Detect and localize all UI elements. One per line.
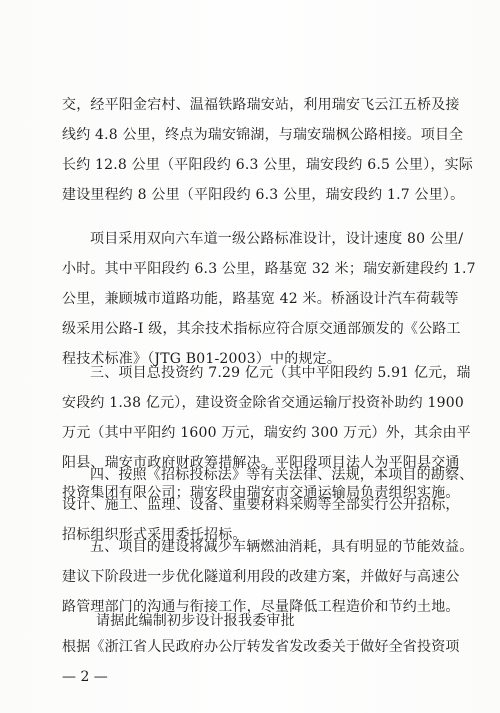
text-line: 招标组织形式采用委托招标。 xyxy=(62,527,247,543)
text-line: 小时。其中平阳段约 6.3 公里，路基宽 32 米；瑞安新建段约 1.7 xyxy=(62,261,476,277)
text-line: 万元（其中平阳约 1600 万元，瑞安约 300 万元）外，其余由平 xyxy=(62,425,471,441)
text-line: 线约 4.8 公里，终点为瑞安锦湖，与瑞安瑞枫公路相接。项目全 xyxy=(62,127,464,143)
basis-line: 根据《浙江省人民政府办公厅转发省发改委关于做好全省投资项 xyxy=(62,639,460,655)
text-line: 程技术标准》（JTG B01-2003）中的规定。 xyxy=(62,351,342,367)
text-line: 交，经平阳金宕村、温福铁路瑞安站，利用瑞安飞云江五桥及接 xyxy=(62,97,460,113)
text-line: 三、项目总投资约 7.29 亿元（其中平阳段约 5.91 亿元，瑞 xyxy=(90,365,471,381)
text-line: 四、按照《招标投标法》等有关法律、法规，本项目的勘察、 xyxy=(90,467,474,483)
text-line: 建设里程约 8 公里（平阳段约 6.3 公里，瑞安段约 1.7 公里）。 xyxy=(62,187,465,203)
paragraph-route xyxy=(62,90,474,210)
text-line: 长约 12.8 公里（平阳段约 6.3 公里，瑞安段约 6.5 公里），实际 xyxy=(62,157,474,173)
text-line: 五、项目的建设将减少车辆燃油消耗，具有明显的节能效益。 xyxy=(90,539,474,555)
text-line: 投资集团有限公司；瑞安段由瑞安市交通运输局负责组织实施。 xyxy=(62,485,460,501)
text-line: 路管理部门的沟通与衔接工作，尽量降低工程造价和节约土地。 xyxy=(62,599,460,615)
text-line: 建议下阶段进一步优化隧道利用段的改建方案，并做好与高速公 xyxy=(62,569,460,585)
text-line: 安段约 1.38 亿元），建设资金除省交通运输厅投资补助约 1900 xyxy=(62,395,464,411)
text-line: 项目采用双向六车道一级公路标准设计，设计速度 80 公里/ xyxy=(90,231,464,247)
text-line: 阳县、瑞安市政府财政筹措解决。平阳段项目法人为平阳县交通 xyxy=(62,455,460,471)
text-line: 设计、施工、监理、设备、重要材料采购等全部实行公开招标， xyxy=(62,497,460,513)
basis-paragraph xyxy=(62,632,460,662)
text-line: 级采用公路-I 级，其余技术指标应符合原交通部颁发的《公路工 xyxy=(62,321,461,337)
request-line: 请据此编制初步设计报我委审批 xyxy=(96,613,295,629)
page-number: — 2 — xyxy=(62,669,108,685)
paragraph-design-standard xyxy=(62,224,476,374)
text-line: 公里，兼顾城市道路功能，路基宽 42 米。桥涵设计汽车荷载等 xyxy=(62,291,459,307)
